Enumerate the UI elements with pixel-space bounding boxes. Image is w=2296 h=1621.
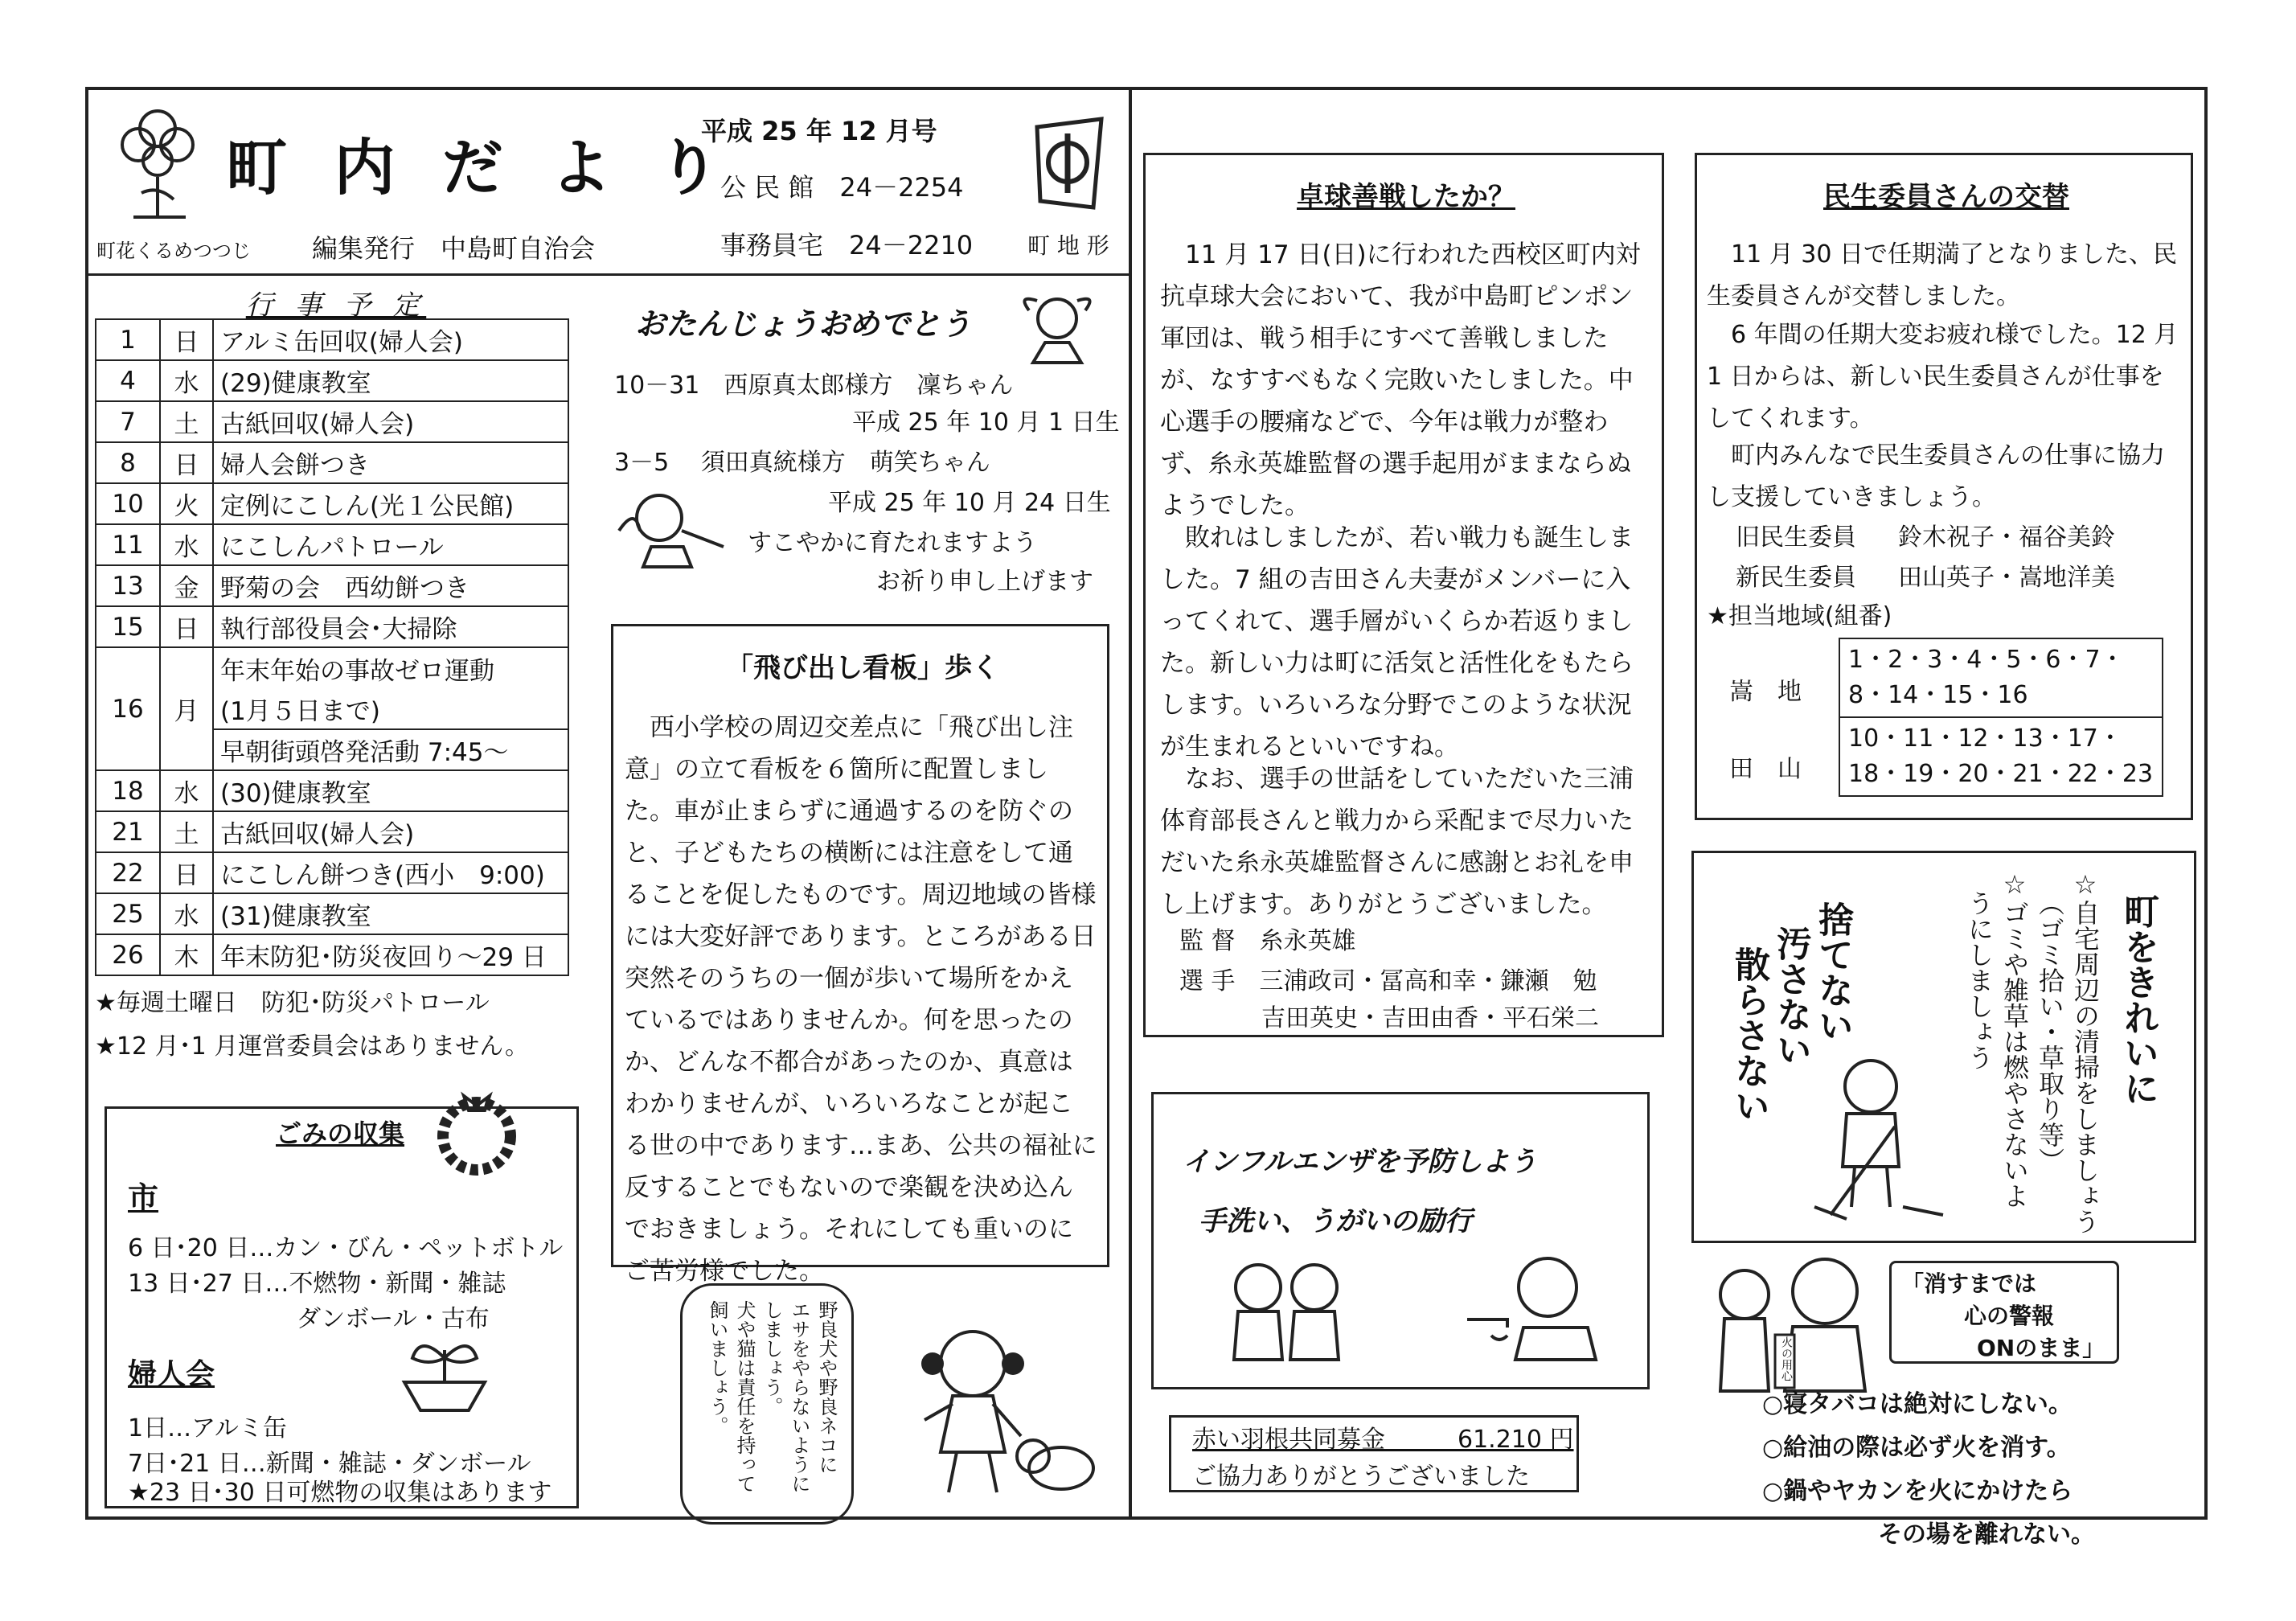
donation-line-1: 赤い羽根共同募金 61.210 円 — [1192, 1426, 1574, 1454]
schedule-note-1: ★毎週土曜日 防犯･防災パトロール — [95, 989, 490, 1017]
tabletennis-body-2: 敗れはしましたが、若い戦力も誕生しました。7 組の吉田さん夫妻がメンバーに入ってくれて、選手層がいくらか若返りました。新しい力は町に活気と活性化をもたらします。いろいろな分野でこのような状況が生まれるといいですね。 — [1160, 523, 1634, 761]
garbage-title: ごみの収集 — [276, 1118, 405, 1149]
tabletennis-box — [1143, 153, 1664, 1037]
players-2: 吉田英史・吉田由香・平石栄二 — [1261, 1004, 1599, 1032]
schedule-event: (29)健康教室 — [213, 360, 568, 401]
schedule-weekday: 火 — [160, 483, 213, 524]
schedule-day: 18 — [96, 770, 160, 811]
sweeping-kid-icon — [1782, 1054, 1959, 1223]
schedule-row — [96, 770, 568, 811]
schedule-event: 定例にこしん(光１公民館) — [213, 483, 568, 524]
schedule-event-cont: 早朝街頭啓発活動 7:45～ — [213, 729, 568, 770]
phone-hall: 公 民 館 24－2254 — [720, 172, 964, 203]
schedule-day: 21 — [96, 811, 160, 852]
schedule-row — [96, 647, 568, 688]
new-label: 新民生委員 — [1736, 564, 1856, 592]
birthday-line-3: 3－5 須田真統様方 萌笑ちゃん — [614, 449, 990, 477]
clean-line-4: うにしましょう — [1964, 890, 1995, 1070]
schedule-row — [96, 811, 568, 852]
schedule-row — [96, 852, 568, 893]
schedule-event: 年末防犯･防災夜回り～29 日 — [213, 934, 568, 975]
schedule-event: (30)健康教室 — [213, 770, 568, 811]
schedule-weekday: 水 — [160, 770, 213, 811]
slogan-2: 汚さない — [1770, 925, 1811, 1067]
schedule-note-2: ★12 月･1 月運営委員会はありません。 — [95, 1032, 530, 1061]
clean-line-1: ☆自宅周辺の清掃をしましょう — [2070, 869, 2101, 1234]
schedule-row — [96, 360, 568, 401]
gargling-kids-icon — [1218, 1255, 1363, 1368]
slogan-3: 散らさない — [1728, 946, 1769, 1123]
area-names — [1729, 654, 1802, 808]
schedule-weekday: 水 — [160, 524, 213, 565]
schedule-day: 16 — [96, 647, 160, 770]
schedule-day: 1 — [96, 319, 160, 360]
schedule-weekday: 月 — [160, 647, 213, 770]
schedule-event-cont: (1月５日まで) — [213, 688, 568, 729]
pet-note-text: 野良犬や野良ネコに エサをやらないように しましょう。 犬や猫は責任を持って 飼いましょう。 — [706, 1300, 838, 1493]
influenza-box — [1151, 1092, 1650, 1389]
schedule-weekday: 土 — [160, 401, 213, 442]
schedule-day: 8 — [96, 442, 160, 483]
new-names: 田山英子・嵩地洋美 — [1898, 564, 2115, 592]
birthday-line-4: 平成 25 年 10 月 24 日生 — [828, 489, 1111, 517]
signboard-body: 西小学校の周辺交差点に「飛び出し注意」の立て看板を６箇所に配置しました。車が止まらずに通過するのを防ぐのと、子どもたちの横断には注意をして通ることを促したものです。周辺地域の皆様には大変好評であります。ところがある日突然そのうちの一個が歩いて場所をかえているではありませんか。何を思ったのか、どんな不都合があったのか、真意はわかりませんが、いろいろなことが起こる世の中であります…まあ、公共の福祉に反することでもないので楽観を決め込んでおきましょう。それにしても重いのにご苦労様でした。 — [625, 713, 1097, 1286]
schedule-day: 11 — [96, 524, 160, 565]
area-2-name: 田 山 — [1729, 755, 1802, 783]
garbage-box — [105, 1106, 579, 1508]
schedule-row — [96, 401, 568, 442]
wreath-icon — [428, 1085, 525, 1181]
donation-box — [1169, 1415, 1579, 1492]
schedule-title: 行 事 予 定 — [245, 289, 427, 322]
schedule-day: 22 — [96, 852, 160, 893]
schedule-day: 10 — [96, 483, 160, 524]
schedule-table — [95, 318, 569, 976]
schedule-event: アルミ缶回収(婦人会) — [213, 319, 568, 360]
influenza-subtitle: 手洗い、うがいの励行 — [1199, 1205, 1472, 1237]
minsei-body-3: 町内みんなで民生委員さんの仕事に協力し支援していきましょう。 — [1707, 441, 2165, 511]
city-line-2: 13 日･27 日…不燃物・新聞・雑誌 — [128, 1270, 506, 1298]
minsei-body-2: 6 年間の任期大変お疲れ様でした。12 月 1 日からは、新しい民生委員さんが仕事をしてくれます。 — [1707, 321, 2179, 433]
issue-date: 平成 25 年 12 月号 — [701, 116, 937, 146]
schedule-weekday: 日 — [160, 319, 213, 360]
old-names: 鈴木祝子・福谷美鈴 — [1898, 523, 2115, 552]
clean-box — [1691, 851, 2196, 1243]
header — [85, 87, 1132, 273]
schedule-weekday: 水 — [160, 893, 213, 934]
bubble-line-1: 「消すまでは — [1901, 1270, 2037, 1297]
schedule-row — [96, 524, 568, 565]
schedule-weekday: 日 — [160, 442, 213, 483]
birthday-line-2: 平成 25 年 10 月 1 日生 — [852, 408, 1120, 437]
fujin-line-1: 1日…アルミ缶 — [128, 1414, 287, 1442]
city-heading: 市 — [128, 1180, 159, 1216]
birthday-title: おたんじょうおめでとう — [635, 306, 972, 342]
tabletennis-body-3: なお、選手の世話をしていただいた三浦体育部長さんと戦力から采配まで尽力いただいた糸永英雄監督さんに感謝とお礼を申し上げます。ありがとうございました。 — [1160, 765, 1634, 919]
girl-with-dog-icon — [876, 1315, 1101, 1508]
handwashing-kid-icon — [1459, 1247, 1612, 1368]
fire-rule-3: ○鍋やヤカンを火にかけたら — [1762, 1477, 2073, 1505]
schedule-event: 古紙回収(婦人会) — [213, 811, 568, 852]
schedule-event: 古紙回収(婦人会) — [213, 401, 568, 442]
schedule-day: 13 — [96, 565, 160, 606]
schedule-day: 26 — [96, 934, 160, 975]
area-1-nums: 1・2・3・4・5・6・7・8・14・15・16 — [1839, 638, 2163, 717]
schedule-weekday: 日 — [160, 852, 213, 893]
fire-rule-4: その場を離れない。 — [1878, 1520, 2095, 1549]
schedule-event: 野菊の会 西幼餅つき — [213, 565, 568, 606]
fire-rule-1: ○寝タバコは絶対にしない。 — [1762, 1390, 2073, 1418]
schedule-row — [96, 565, 568, 606]
schedule-row — [96, 893, 568, 934]
tabletennis-body-1: 11 月 17 日(日)に行われた西校区町内対抗卓球大会において、我が中島町ピンポン軍団は、戦う相手にすべて善戦しましたが、なすすべもなく完敗いたしました。中心選手の腰痛などで、今年は戦力が整わず、糸永英雄監督の選手起用がままならぬようでした。 — [1160, 240, 1641, 520]
birthday-section — [595, 281, 1125, 611]
angel-2-icon — [611, 482, 732, 571]
schedule-event: 執行部役員会･大掃除 — [213, 606, 568, 647]
schedule-weekday: 金 — [160, 565, 213, 606]
schedule-weekday: 水 — [160, 360, 213, 401]
birthday-line-5: すこやかに育たれますよう — [748, 529, 1037, 557]
schedule-weekday: 土 — [160, 811, 213, 852]
schedule-row — [96, 442, 568, 483]
minsei-box — [1695, 153, 2193, 820]
fire-speech-bubble — [1889, 1261, 2119, 1364]
pet-note-bubble — [680, 1283, 854, 1525]
area-2-nums: 10・11・12・13・17・18・19・20・21・22・23 — [1839, 717, 2163, 796]
schedule-section — [95, 283, 577, 1061]
plant-pot-icon — [388, 1326, 501, 1414]
schedule-row — [96, 319, 568, 360]
birthday-line-6: お祈り申し上げます — [876, 568, 1093, 596]
schedule-row — [96, 606, 568, 647]
town-emblem-icon — [1029, 111, 1109, 215]
donation-line-2: ご協力ありがとうございました — [1192, 1463, 1530, 1491]
fire-rules — [1762, 1383, 2095, 1557]
publisher: 編集発行 中島町自治会 — [312, 233, 596, 264]
schedule-weekday: 日 — [160, 606, 213, 647]
header-divider — [85, 273, 1132, 276]
bubble-line-3: ONのまま」 — [1977, 1335, 2105, 1361]
azalea-logo-icon — [109, 105, 206, 225]
clean-title: 町をきれいに — [2118, 893, 2159, 1106]
schedule-event: 年末年始の事故ゼロ運動 — [213, 647, 568, 688]
birthday-line-1: 10－31 西原真太郎様方 凜ちゃん — [614, 371, 1014, 400]
angel-icon — [1013, 286, 1101, 367]
signboard-box — [611, 624, 1109, 1286]
coach: 監 督 糸永英雄 — [1179, 927, 1356, 955]
flower-caption: 町花くるめつつじ — [96, 240, 251, 262]
schedule-day: 4 — [96, 360, 160, 401]
schedule-event: 婦人会餅つき — [213, 442, 568, 483]
clean-line-3: ☆ゴミや雑草は燃やさないよ — [1999, 869, 2030, 1209]
area-label: ★担当地域(組番) — [1707, 602, 1892, 630]
newsletter-title: 町 内 だ よ り — [226, 132, 732, 203]
city-line-3: ダンボール・古布 — [297, 1305, 490, 1333]
players-1: 選 手 三浦政司・冨高和幸・鎌瀬 勉 — [1179, 967, 1597, 995]
signboard-title: 「飛び出し看板」歩く — [726, 652, 999, 684]
schedule-event: にこしんパトロール — [213, 524, 568, 565]
fujin-heading: 婦人会 — [128, 1358, 215, 1391]
schedule-event: (31)健康教室 — [213, 893, 568, 934]
area-table — [1839, 638, 2163, 797]
influenza-title: インフルエンザを予防しよう — [1183, 1146, 1537, 1178]
slogan-1: 捨てない — [1812, 901, 1853, 1043]
schedule-row — [96, 483, 568, 524]
clean-line-2: （ゴミ拾い・草取り等） — [2035, 890, 2065, 1173]
schedule-day: 7 — [96, 401, 160, 442]
schedule-day: 15 — [96, 606, 160, 647]
schedule-row — [96, 934, 568, 975]
tabletennis-title: 卓球善戦したか？ — [1297, 181, 1515, 213]
city-line-1: 6 日･20 日…カン・びん・ペットボトル — [128, 1234, 564, 1262]
phone-office: 事務員宅 24－2210 — [720, 230, 974, 261]
area-1-name: 嵩 地 — [1729, 678, 1802, 706]
fujin-line-3: ★23 日･30 日可燃物の収集はあります — [128, 1479, 552, 1507]
schedule-weekday: 木 — [160, 934, 213, 975]
fujin-line-2: 7日･21 日…新聞・雑誌・ダンボール — [128, 1450, 531, 1478]
fire-sign-text: 火の用心 — [1780, 1336, 1793, 1381]
schedule-day: 25 — [96, 893, 160, 934]
emblem-caption: 町 地 形 — [1027, 232, 1109, 259]
minsei-body-1: 11 月 30 日で任期満了となりました、民生委員さんが交替しました。 — [1707, 240, 2177, 310]
minsei-title: 民生委員さんの交替 — [1823, 181, 2069, 213]
old-label: 旧民生委員 — [1736, 523, 1856, 552]
fire-rule-2: ○給油の際は必ず火を消す。 — [1762, 1434, 2071, 1462]
bubble-line-2: 心の警報 — [1964, 1303, 2055, 1329]
schedule-event: にこしん餅つき(西小 9:00) — [213, 852, 568, 893]
